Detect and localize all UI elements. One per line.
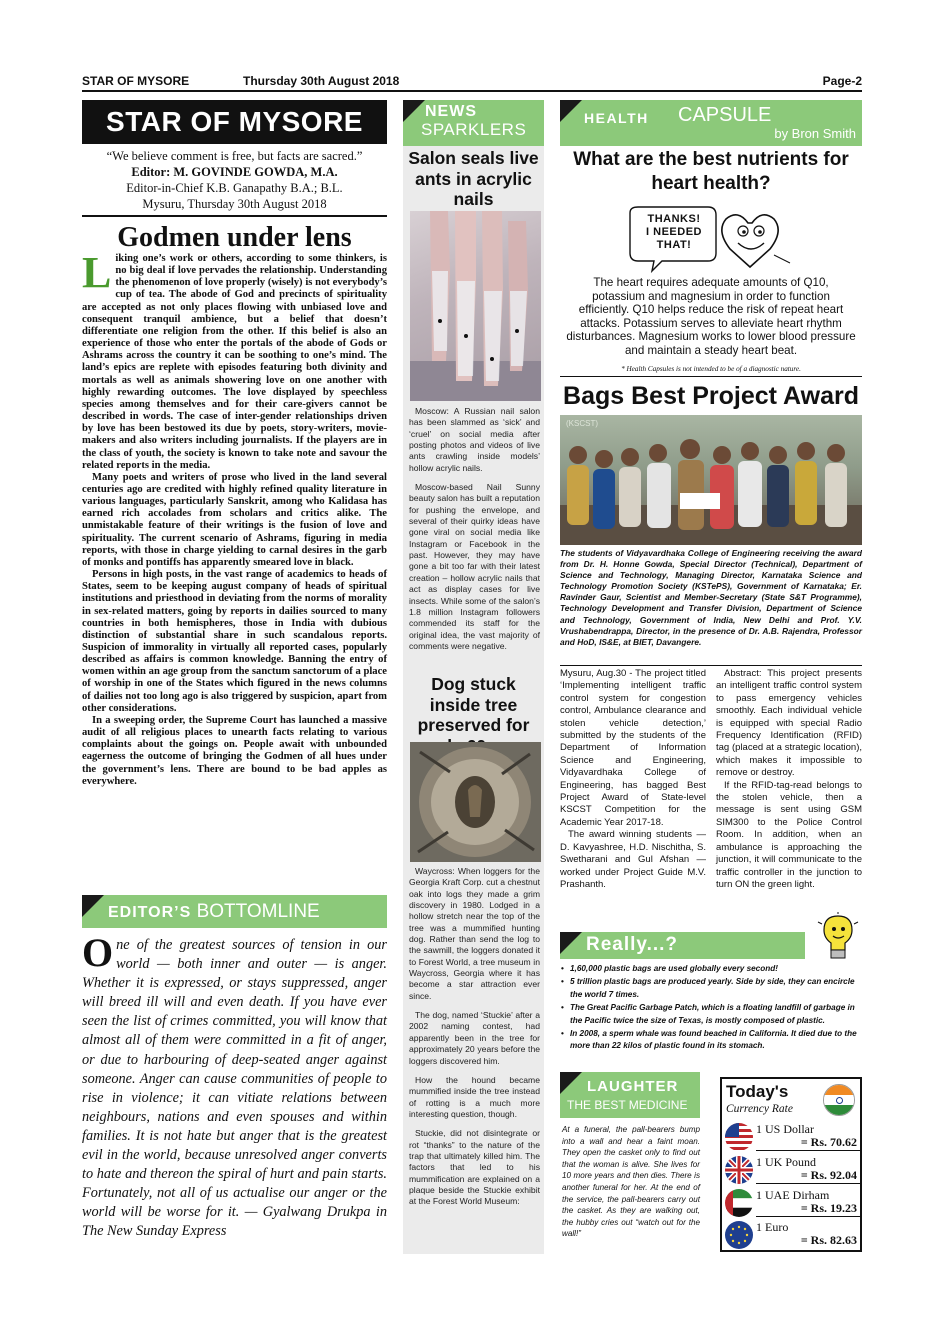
laughter-joke: At a funeral, the pall-bearers bump into a wall and hear a faint moan. They open the casket only to find out that the woman is alive. She lives for 10 more years and then dies. There is another funeral for her. At the end of the service, the pall-bearers carry out the casket. As they are walking out, the hubby cries out “watch out for the wall!” bbox=[562, 1125, 700, 1239]
bags-paragraph: The award winning students — D. Kavyashree, H.D. Nischitha, S. Swetharani and Gul Afshan — worked under Project Guide M.V. Prashanth. bbox=[560, 829, 706, 890]
rate-currency: 1 UK Pound bbox=[756, 1155, 817, 1169]
story1-headline: Salon seals live ants in acrylic nails bbox=[408, 148, 539, 209]
bags-paragraph: Mysuru, Aug.30 - The project titled ‘Implementing intelligent traffic control system for congestion control, Ambulance clearance and stolen vehicle detection,’ submitted by the students of the Department of Information Science and Engineering, Vidyavardhaka College of Engineering, has bagged Best Project Award of State-level KSCST Competition for the Academic Year 2017-18. bbox=[560, 668, 706, 828]
health-banner-rest: CAPSULE bbox=[678, 104, 772, 126]
rate-currency: 1 UAE Dirham bbox=[756, 1188, 830, 1202]
really-banner bbox=[560, 932, 805, 959]
masthead-divider bbox=[82, 215, 387, 217]
masthead-chief: Editor-in-Chief K.B. Ganapathy B.A.; B.L. bbox=[126, 181, 343, 195]
bags-headline: Bags Best Project Award bbox=[563, 382, 859, 410]
award-photo bbox=[560, 415, 862, 545]
laughter-banner bbox=[560, 1072, 700, 1118]
bottomline-banner-bold: EDITOR’S bbox=[108, 904, 192, 921]
news-banner-bottom: SPARKLERS bbox=[421, 120, 527, 139]
laughter-banner-top: LAUGHTER bbox=[587, 1078, 679, 1095]
rate-value: = Rs. 19.23 bbox=[800, 1201, 857, 1215]
health-capsule-banner bbox=[560, 100, 862, 146]
really-list bbox=[560, 963, 862, 1054]
editorial-paragraph: In a sweeping order, the Supreme Court has launched a massive audit of all religious places to unearth facts relating to various complaints about the goings on. People await with unbounded eagerness the outcome of bringing the Godmen of all hues under the government’s lens. There are bound to be bad apples as everywhere. bbox=[82, 714, 387, 787]
photo-sign: (KSCST) bbox=[566, 419, 598, 428]
rate-row bbox=[722, 1187, 860, 1219]
bottomline-banner-rest: BOTTOMLINE bbox=[196, 901, 320, 922]
rate-value: = Rs. 82.63 bbox=[800, 1233, 857, 1247]
story2-body bbox=[409, 866, 540, 1216]
list-item: • In 2008, a sperm whale was found beached in California. It died due to the more than 22 kilos of plastic found in its stomach. bbox=[560, 1028, 862, 1053]
story1-paragraph: Moscow: A Russian nail salon has been slammed as ‘sick’ and ‘cruel’ on social media after posting photos and videos of live ants crawling inside models’ hollow acrylic nails. bbox=[409, 406, 540, 473]
health-byline: by Bron Smith bbox=[774, 126, 856, 141]
bubble-line: I NEEDED bbox=[646, 226, 702, 238]
health-body: The heart requires adequate amounts of Q10, potassium and magnesium in order to function efficiently. Q10 helps reduce the risk of repeat heart attacks. Potassium serves to alleviate heart rhythm disturbances. Magnesium works to lower blood pressure and maintain a steady heart beat. bbox=[566, 276, 856, 357]
bubble-line: THANKS! bbox=[647, 213, 701, 225]
story1-paragraph: Moscow-based Nail Sunny beauty salon has built a reputation for pushing the envelope, and several of their quirky ideas have gone viral on social media like Instagram or Facebook in the past. However, they may have gone a bit too far with their latest creation – hollow acrylic nails that act as display cases for live insects. While some of the salon’s 1.8 million Instagram followers commended its staff for the original idea, the vast majority of comments were negative. bbox=[409, 482, 540, 651]
rate-currency: 1 US Dollar bbox=[756, 1122, 814, 1136]
bags-paragraph: If the RFID-tag-read belongs to the stolen vehicle, then a message is sent using GSM SIM300 to the Police Control Room. In addition, when an ambulance is approaching the junction, it will communicate to the traffic controller in the junction to turn ON the green light. bbox=[716, 779, 862, 890]
rate-row bbox=[722, 1121, 860, 1153]
editorial-paragraph: Persons in high posts, in the vast range of academics to heads of States, seem to be keeping august company of heads of spiritual institutions and priesthood in deviating from the norms of morality in sex-related matters, going by reports in dailies sourced to many countries in both hemispheres, those in India with dubious distinction of substantial share in such scandalous reports. Suspicion of immorality in virtually all reported cases, popularly described as affairs is common knowledge. Banning the entry of women within an age group from the sanctum sanctorum of a place of worship in one of the States which figured in the news columns of dailies not too long ago is also triggered by suspicion, apart from other considerations. bbox=[82, 569, 387, 714]
uk-flag-icon bbox=[725, 1156, 753, 1184]
story1-body bbox=[409, 406, 540, 660]
acrylic-nails-photo bbox=[410, 211, 541, 401]
masthead-title: STAR OF MYSORE bbox=[82, 100, 387, 144]
heart-cartoon bbox=[622, 205, 802, 273]
health-banner-bold: HEALTH bbox=[584, 110, 649, 126]
masthead-info bbox=[82, 148, 387, 212]
india-flag-icon bbox=[823, 1084, 855, 1116]
banner-corner-icon bbox=[560, 932, 582, 954]
bottomline-body bbox=[82, 930, 387, 1242]
bubble-line: THAT! bbox=[656, 239, 692, 251]
list-item: • 1,60,000 plastic bags are used globally every second! bbox=[560, 963, 862, 975]
masthead-editor: Editor: M. GOVINDE GOWDA, M.A. bbox=[131, 165, 338, 179]
editorial-headline: Godmen under lens bbox=[117, 222, 352, 253]
really-banner-text: Really...? bbox=[586, 934, 679, 955]
health-question: What are the best nutrients for heart health? bbox=[573, 149, 849, 194]
editorial-dropcap: L bbox=[82, 248, 112, 297]
bottomline-text: ne of the greatest sources of tension in our world — both inner and outer — is anger. Whether it is expressed, or stays suppressed, anger will breed ill will and even death. If you have ever seen the list of crimes committed, you will know that almost all of them were committed in a fit of anger, or due to harbouring of deep-seated anger against someone. Anger can cause communities of people to rise in violence; it can vitiate relations between neighbours, nations and even spouses and within families. It is not hate but anger that is the greatest evil in the world, because unresolved anger converts to hate and thereon the spiral of hurt and pain starts. Fortunately, not all of us actualise our anger or the world will be worse for it. — Gyalwang Drukpa in The New Sunday Express bbox=[82, 937, 387, 1240]
editorial-paragraph: Many poets and writers of prose who lived in the land several centuries ago are credited with highly refined quality literature in various languages, particularly Sanskrit, among who Kalidasa has earned rich accolades from scholars and critics alike. The unmistakable feature of their writings is the fusion of love and spirituality. The current scenario of Ashrams, figuring in media reports, with those in charge yielding to carnal desires in the garb of monks and pontiffs has apparently smeared love in black. bbox=[82, 471, 387, 568]
page-number: Page-2 bbox=[822, 74, 862, 88]
header-paper-name: STAR OF MYSORE bbox=[82, 74, 190, 88]
rate-row bbox=[722, 1154, 860, 1186]
story2-paragraph: How the hound became mummified inside the tree instead of rotting is a much more interesting question, though. bbox=[409, 1074, 540, 1119]
tree-dog-photo bbox=[410, 742, 541, 862]
list-item: • 5 trillion plastic bags are produced yearly. Side by side, they can encircle the world 7 times. bbox=[560, 976, 862, 1001]
lightbulb-icon bbox=[814, 912, 862, 962]
banner-corner-icon bbox=[82, 895, 104, 917]
story2-paragraph: Waycross: When loggers for the Georgia Kraft Corp. cut a chestnut oak into logs they made a grim discovery in 1980. Lodged in a hollow stretch near the top of the tree was a mummified hunting dog. Rather than send the log to the sawmill, the loggers donated it to Forest World, a tree museum in Waycross, Georgia where it has become a star attraction ever since. bbox=[409, 866, 540, 1001]
rate-value: = Rs. 70.62 bbox=[800, 1135, 857, 1149]
news-sparklers-banner bbox=[403, 100, 544, 146]
bags-column-1 bbox=[560, 668, 706, 891]
masthead-motto: “We believe comment is free, but facts are sacred.” bbox=[106, 149, 363, 163]
bottomline-dropcap: O bbox=[82, 930, 114, 975]
editorial-body bbox=[82, 248, 387, 788]
header-date: Thursday 30th August 2018 bbox=[243, 74, 400, 88]
rate-title: Today's bbox=[726, 1082, 789, 1101]
rate-subtitle: Currency Rate bbox=[726, 1103, 793, 1115]
editorial-paragraph: iking one’s work or others, according to some thinkers, is no big deal if love pervades the relationship. Understanding the phenomenon of love properly (wisely) is not everybody’s cup of tea. The abode of God and precincts of spirituality are accepted as not only places flowing with unbiased love and consequent tranquil ambience, but a belief that doesn’t differentiate one religion from the other. If this belief is also an experience of those who enter the portals of the abode of Gods or Ashrams across the country it can be soothing to one’s mind. The land’s epics are replete with episodes featuring both divinity and mortals as well as animals showering love on one another with highly rewarding outcomes. The love displayed by speechless species among themselves and for their care-givers cannot be described in words. The case of inter-gender relationships driven by love has been bestowed its due by poets, story-writers, movie-makers and also writers including journalists. If the players are in the class of youth, the society is known to take note and savour the related reports in the media. bbox=[82, 253, 387, 471]
bags-column-2 bbox=[716, 668, 862, 891]
bottomline-banner bbox=[82, 895, 387, 928]
story2-paragraph: Stuckie, did not disintegrate or rot “thanks” to the nature of the trap that ultimately killed him. The factors that led to his mummification are explained on a plaque beside the Stuckie exhibit at the Forest World Museum: bbox=[409, 1128, 540, 1207]
news-banner-top: NEWS bbox=[425, 103, 477, 120]
list-item: • The Great Pacific Garbage Patch, which is a floating landfill of garbage in the Pacific twice the size of Texas, is mostly composed of plastic. bbox=[560, 1002, 862, 1027]
bags-paragraph: Abstract: This project presents an intelligent traffic control system to pass emergency vehicles smoothly. Each individual vehicle is equipped with special Radio Frequency Identification (RFID) tag (placed at a strategic location), which makes it impossible to remove or destroy. bbox=[716, 668, 862, 779]
rate-row bbox=[722, 1219, 860, 1251]
story2-paragraph: The dog, named ‘Stuckie’ after a 2002 naming contest, had apparently been in the tree for approximately 20 years before the loggers discovered him. bbox=[409, 1010, 540, 1066]
currency-rate-box bbox=[720, 1077, 862, 1252]
uae-flag-icon bbox=[725, 1189, 753, 1217]
masthead-place-date: Mysuru, Thursday 30th August 2018 bbox=[142, 197, 327, 211]
banner-corner-icon bbox=[560, 100, 582, 122]
health-note: * Health Capsules is not intended to be of a diagnostic nature. bbox=[560, 365, 862, 377]
caption-divider bbox=[560, 665, 862, 666]
story2-headline: Dog stuck inside tree preserved for bbox=[417, 674, 530, 735]
rate-currency: 1 Euro bbox=[756, 1220, 789, 1234]
laughter-banner-bottom: THE BEST MEDICINE bbox=[567, 1098, 688, 1112]
rate-value: = Rs. 92.04 bbox=[800, 1168, 857, 1182]
usa-flag-icon bbox=[725, 1123, 753, 1151]
banner-corner-icon bbox=[560, 1072, 582, 1094]
page-header bbox=[82, 72, 862, 92]
banner-corner-icon bbox=[403, 100, 425, 122]
award-caption: The students of Vidyavardhaka College of Engineering receiving the award from Dr. H. Honne Gowda, Special Director (Technical), Department of Science and Technology, Managing Director, Karnataka Science and Technology Promotion Society (KSTePS), Government of Karnataka; Er. Ravinder Gaur, Scientist and Member-Secretary (State S&T Programme), Technology Development and Transfer Division, Department of Science and Technology, Government of India, New Delhi and Prof. Y.V. Vrushabendrappa, Director, in the presence of Dr. A.B. Rajendra, Professor and HoD, IS&E, at BIET, Davangere. bbox=[560, 548, 862, 647]
eu-flag-icon bbox=[725, 1221, 753, 1249]
cartoon-bubble bbox=[632, 213, 716, 252]
